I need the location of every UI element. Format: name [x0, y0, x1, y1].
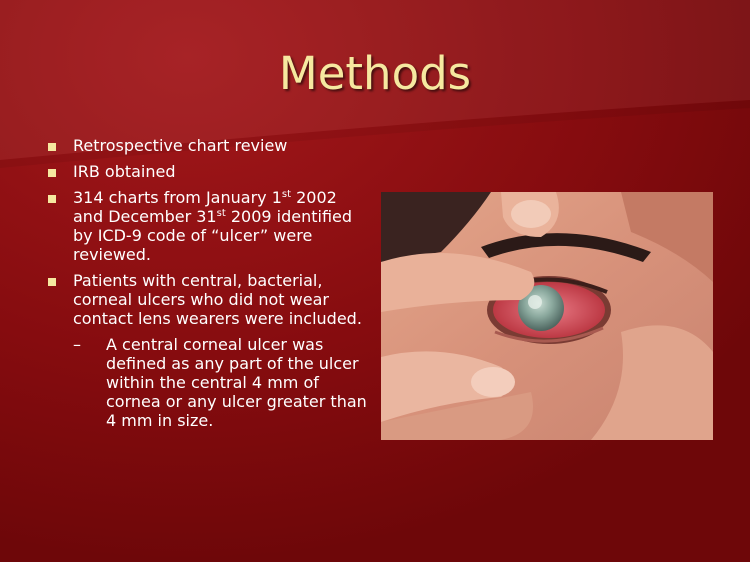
- square-bullet-icon: [48, 143, 56, 151]
- ordinal-suffix: st: [281, 189, 292, 200]
- bullet-inclusion: [48, 271, 368, 328]
- bullet-charts: [48, 188, 368, 264]
- bullet-text: [73, 188, 352, 264]
- bullet-text: Retrospective chart review: [73, 136, 288, 155]
- bullet-text-part: 2009 identified by ICD-9 code of “ulcer” were reviewed.: [73, 207, 353, 264]
- bullet-list: [48, 136, 368, 430]
- bullet-text: Patients with central, bacterial, corneal ulcers who did not wear contact lens wearers were included.: [73, 271, 362, 328]
- square-bullet-icon: [48, 169, 56, 177]
- bullet-text-part: 314 charts from January 1: [73, 188, 282, 207]
- bullet-chart-review: [48, 136, 368, 155]
- sub-bullet-text: A central corneal ulcer was defined as any part of the ulcer within the central 4 mm of cornea or any ulcer greater than 4 mm in size.: [106, 335, 367, 430]
- dash-bullet-icon: –: [73, 335, 81, 354]
- ordinal-suffix: st: [216, 208, 226, 219]
- bullet-irb: [48, 162, 368, 181]
- sub-bullet-definition: [48, 335, 368, 430]
- bullet-text-part: 2002 and December 31: [73, 188, 337, 226]
- square-bullet-icon: [48, 278, 56, 286]
- slide-title: Methods: [278, 47, 472, 100]
- square-bullet-icon: [48, 195, 56, 203]
- eye-ulcer-photo: [381, 192, 713, 440]
- bullet-text: IRB obtained: [73, 162, 176, 181]
